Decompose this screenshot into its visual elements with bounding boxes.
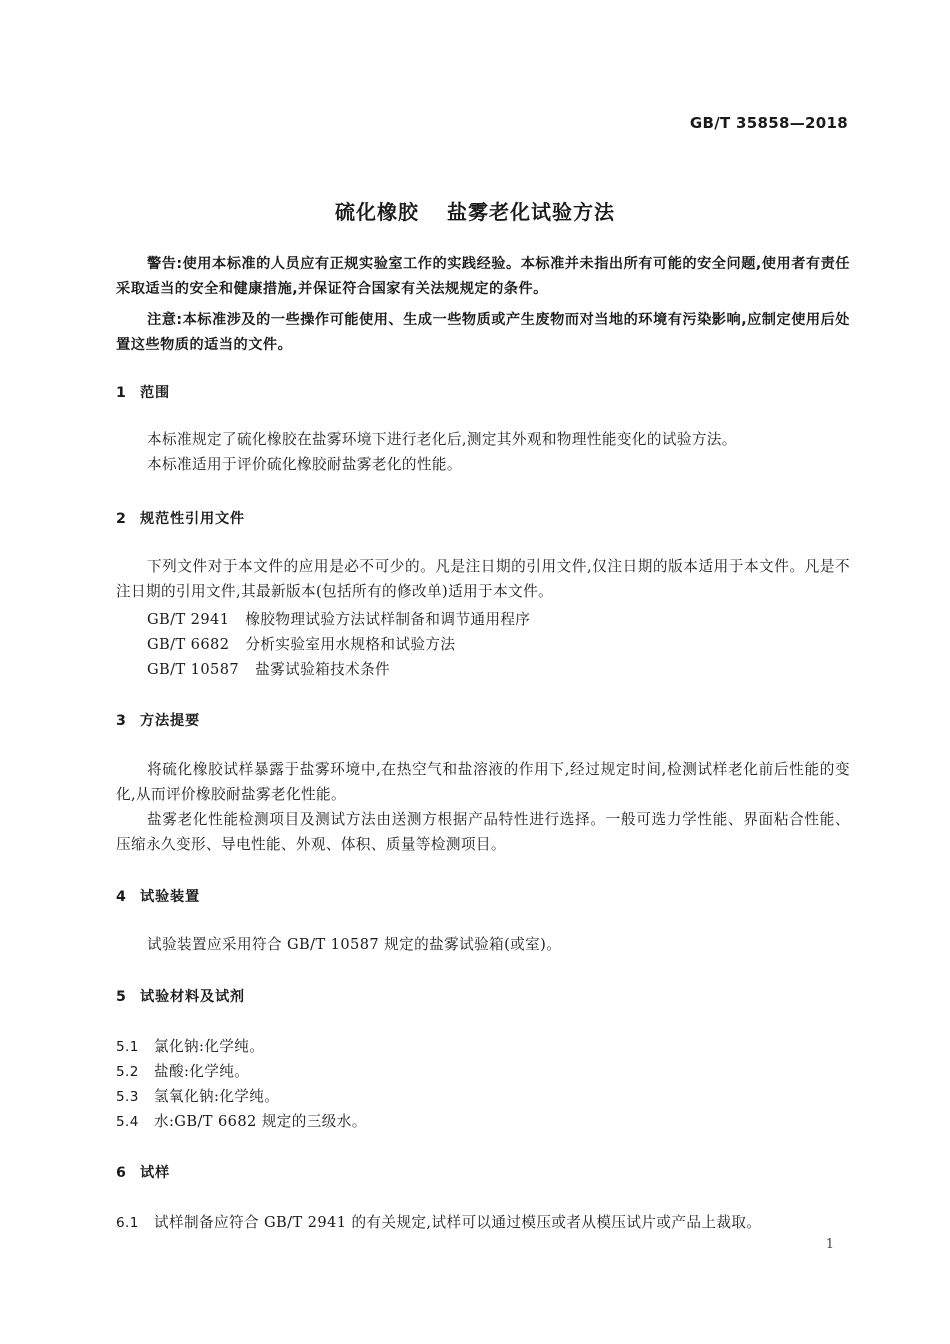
item-number: 5.2 [116, 1064, 139, 1080]
list-item [116, 1085, 279, 1106]
section-6-title: 试样 [140, 1165, 170, 1181]
section-3-paragraph: 盐雾老化性能检测项目及测试方法由送测方根据产品特性进行选择。一般可选力学性能、界面粘合性能、压缩永久变形、导电性能、外观、体积、质量等检测项目。 [116, 811, 850, 853]
item-text: 氯化钠:化学纯。 [154, 1038, 265, 1055]
document-title [0, 196, 950, 225]
section-1-body [116, 427, 850, 477]
item-text: 试样制备应符合 GB/T 2941 的有关规定,试样可以通过模压或者从模压试片或产品上裁取。 [154, 1214, 762, 1231]
section-1-paragraph: 本标准规定了硫化橡胶在盐雾环境下进行老化后,测定其外观和物理性能变化的试验方法。 [147, 431, 737, 448]
section-4-number: 4 [116, 889, 127, 905]
section-3-number: 3 [116, 713, 127, 729]
section-4-body [116, 932, 850, 957]
item-text: 水:GB/T 6682 规定的三级水。 [154, 1113, 367, 1130]
list-item [116, 1035, 264, 1056]
reference-code: GB/T 10587 [147, 661, 240, 678]
section-4-heading [116, 886, 200, 906]
item-text: 盐酸:化学纯。 [154, 1063, 250, 1080]
reference-title: 橡胶物理试验方法试样制备和调节通用程序 [245, 611, 531, 628]
list-item [116, 1060, 249, 1081]
reference-title: 盐雾试验箱技术条件 [255, 661, 391, 678]
list-item [116, 1110, 367, 1131]
section-4-title: 试验装置 [140, 889, 200, 905]
section-5-heading [116, 986, 245, 1006]
section-2-body [116, 554, 850, 604]
item-text: 氢氧化钠:化学纯。 [154, 1088, 280, 1105]
reference-item [147, 633, 455, 654]
warning-text: 警告:使用本标准的人员应有正规实验室工作的实践经验。本标准并未指出所有可能的安全问题,使用者有责任采取适当的安全和健康措施,并保证符合国家有关法规规定的条件。 [116, 256, 850, 297]
section-1-paragraph: 本标准适用于评价硫化橡胶耐盐雾老化的性能。 [147, 456, 462, 473]
reference-title: 分析实验室用水规格和试验方法 [245, 636, 456, 653]
section-5-number: 5 [116, 989, 127, 1005]
warning-block [116, 252, 850, 358]
section-1-heading [116, 382, 170, 402]
section-2-paragraph: 下列文件对于本文件的应用是必不可少的。凡是注日期的引用文件,仅注日期的版本适用于本文件。凡是不注日期的引用文件,其最新版本(包括所有的修改单)适用于本文件。 [116, 558, 850, 600]
document-code: GB/T 35858—2018 [689, 114, 848, 132]
section-3-heading [116, 710, 200, 730]
item-number: 6.1 [116, 1215, 139, 1231]
reference-item [147, 608, 530, 629]
section-4-paragraph: 试验装置应采用符合 GB/T 10587 规定的盐雾试验箱(或室)。 [147, 936, 562, 953]
item-number: 5.1 [116, 1039, 139, 1055]
item-number: 5.3 [116, 1089, 139, 1105]
title-part-1: 硫化橡胶 [335, 200, 419, 224]
section-1-number: 1 [116, 385, 127, 401]
section-5-title: 试验材料及试剂 [140, 989, 245, 1005]
section-3-paragraph: 将硫化橡胶试样暴露于盐雾环境中,在热空气和盐溶液的作用下,经过规定时间,检测试样老化前后性能的变化,从而评价橡胶耐盐雾老化性能。 [116, 761, 850, 803]
notice-text: 注意:本标准涉及的一些操作可能使用、生成一些物质或产生废物而对当地的环境有污染影响,应制定使用后处置这些物质的适当的文件。 [116, 312, 850, 353]
section-2-number: 2 [116, 511, 127, 527]
list-item [116, 1211, 761, 1232]
reference-code: GB/T 6682 [147, 636, 230, 653]
page-number: 1 [825, 1237, 834, 1252]
section-3-title: 方法提要 [140, 713, 200, 729]
section-2-title: 规范性引用文件 [140, 511, 245, 527]
section-2-heading [116, 508, 245, 528]
item-number: 5.4 [116, 1114, 139, 1130]
title-part-2: 盐雾老化试验方法 [447, 200, 615, 224]
section-6-heading [116, 1162, 170, 1182]
reference-item [147, 658, 390, 679]
section-3-body [116, 757, 850, 857]
reference-code: GB/T 2941 [147, 611, 230, 628]
section-1-title: 范围 [140, 385, 170, 401]
section-6-number: 6 [116, 1165, 127, 1181]
